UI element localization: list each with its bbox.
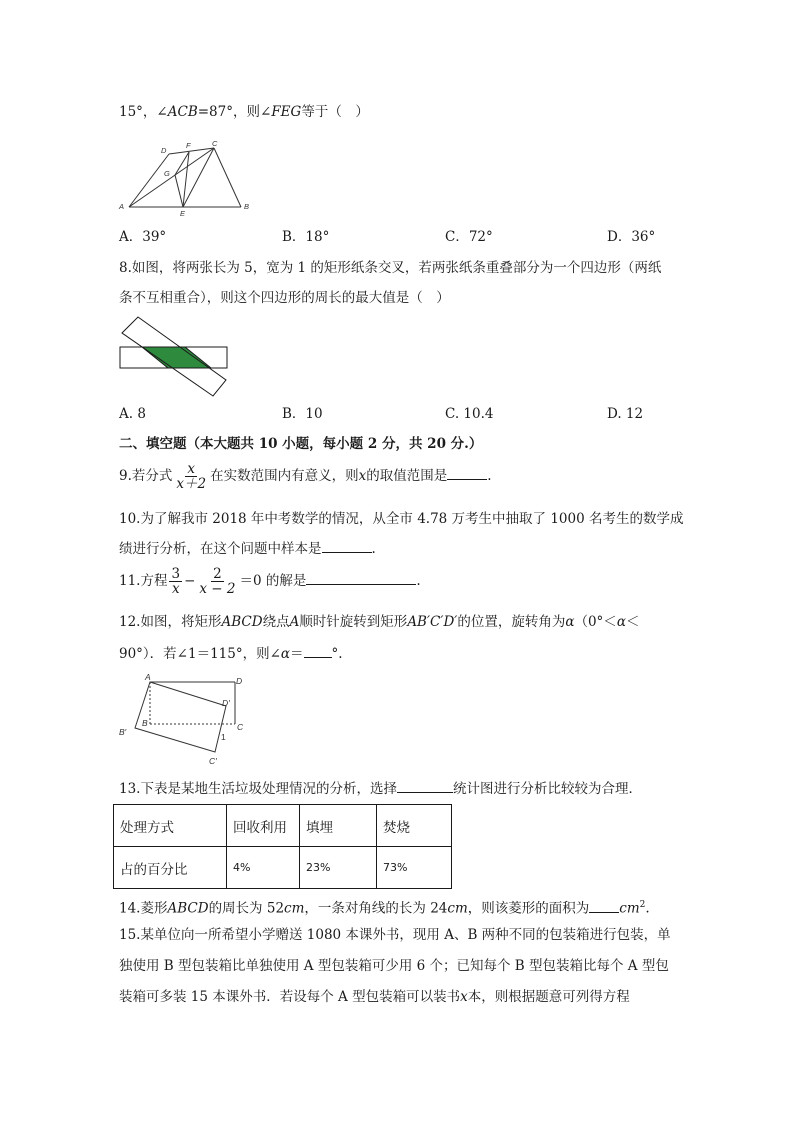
q12-rotated-rectangle	[135, 682, 226, 752]
q7-line-ge	[175, 175, 183, 207]
q12-label-b: B	[142, 718, 148, 728]
q13-answer-blank[interactable]	[397, 779, 453, 793]
q12-figure	[115, 672, 255, 770]
q7-line-cb	[214, 148, 241, 207]
q7-figure	[115, 137, 255, 219]
q8-overlap-parallelogram	[142, 347, 211, 368]
q12-label-c: C	[237, 722, 244, 732]
q12-answer-blank[interactable]	[304, 644, 332, 658]
section-2-heading: 二、填空题（本大题共 10 小题，每小题 2 分，共 20 分.）	[119, 436, 483, 452]
q7-label-e: E	[180, 209, 186, 218]
q12-label-b-prime: B′	[119, 727, 127, 737]
table-header-cell: 填埋	[300, 805, 377, 847]
q7-option-d[interactable]: D．36°	[607, 229, 656, 245]
q7-label-c: C	[212, 139, 218, 148]
q7-line-ec	[183, 148, 214, 207]
q7-option-c[interactable]: C．72°	[445, 229, 493, 245]
q8-option-b[interactable]: B．10	[282, 406, 323, 422]
q12-label-d-prime: D′	[222, 698, 230, 708]
q12-line-2: 90°）．若∠1＝115°，则∠α＝ °.	[119, 646, 343, 662]
q8-line-1: 8.如图，将两张长为 5，宽为 1 的矩形纸条交叉，若两张纸条重叠部分为一个四边形（两纸	[119, 260, 662, 276]
table-header-cell: 回收利用	[227, 805, 300, 847]
q12-label-one: 1	[221, 732, 226, 742]
q8-line-2: 条不互相重合），则这个四边形的周长的最大值是（ ）	[119, 290, 450, 306]
q7-label-d: D	[161, 146, 167, 155]
q9: 9.若分式 $\frac{x}{x+2}$ 在实数范围内有意义，则x的取值范围是 .	[119, 461, 492, 492]
q7-option-b[interactable]: B．18°	[282, 229, 330, 245]
table-cell: 占的百分比	[114, 847, 227, 889]
q8-figure	[117, 314, 231, 398]
q7-line-ac	[129, 148, 214, 207]
table-cell: 73%	[377, 847, 452, 889]
q7-label-b: B	[244, 202, 250, 211]
q13-stem: 13.下表是某地生活垃圾处理情况的分析，选择 统计图进行分析比较较为合理．	[119, 781, 642, 797]
q14-answer-blank[interactable]	[589, 899, 619, 913]
q7-label-f: F	[186, 141, 191, 150]
q10-answer-blank[interactable]	[322, 539, 372, 553]
q7-label-a: A	[119, 202, 125, 211]
q11-fraction-1: $\frac{3}{x}$	[171, 566, 181, 597]
table-row	[114, 847, 452, 889]
q8-option-d[interactable]: D. 12	[607, 406, 644, 422]
q12-label-d: D	[236, 676, 243, 686]
q7-option-a[interactable]: A．39°	[119, 229, 167, 245]
q15-line-1: 15.某单位向一所希望小学赠送 1080 本课外书，现用 A、B 两种不同的包装箱进行包装，单	[119, 927, 671, 943]
q12-label-a: A	[145, 672, 151, 682]
table-cell: 4%	[227, 847, 300, 889]
q9-fraction: $\frac{x}{x+2}$	[176, 461, 207, 492]
q12-label-c-prime: C′	[209, 756, 217, 766]
q10-line-2: 绩进行分析，在这个问题中样本是 .	[119, 541, 376, 557]
q11-answer-blank[interactable]	[306, 571, 416, 585]
q8-option-a[interactable]: A. 8	[119, 406, 146, 422]
q15-line-3: 装箱可多装 15 本课外书．若设每个 A 型包装箱可以装书x本，则根据题意可列得方程	[119, 989, 630, 1005]
q7-stem: 15°，∠ACB=87°，则∠FEG等于（ ）	[119, 104, 369, 120]
q15-line-2: 独使用 B 型包装箱比单独使用 A 型包装箱可少用 6 个；已知每个 B 型包装箱比每个 A 型包	[119, 958, 669, 974]
q12-line-1: 12.如图，将矩形ABCD绕点A顺时针旋转到矩形AB′C′D′的位置，旋转角为α（0°＜α＜	[119, 614, 640, 630]
table-header-cell: 处理方式	[114, 805, 227, 847]
q14: 14.菱形ABCD的周长为 52cm，一条对角线的长为 24cm，则该菱形的面积为 $cm^2$.	[119, 900, 650, 917]
q13-table	[113, 804, 452, 889]
table-cell: 23%	[300, 847, 377, 889]
q11-fraction-2: $\frac{2}{x - 2}$	[199, 566, 236, 597]
table-row	[114, 805, 452, 847]
q11: 11.方程 $\frac{3}{x}$ − $\frac{2}{x - 2}$ ＝0 的解是 .	[119, 566, 421, 597]
table-header-cell: 焚烧	[377, 805, 452, 847]
q7-label-g: G	[164, 169, 170, 178]
q8-option-c[interactable]: C. 10.4	[445, 406, 494, 422]
q10-line-1: 10.为了解我市 2018 年中考数学的情况，从全市 4.78 万考生中抽取了 1000 名考生的数学成	[119, 511, 684, 527]
q7-line-ad	[129, 154, 169, 207]
q9-answer-blank[interactable]	[447, 466, 487, 480]
